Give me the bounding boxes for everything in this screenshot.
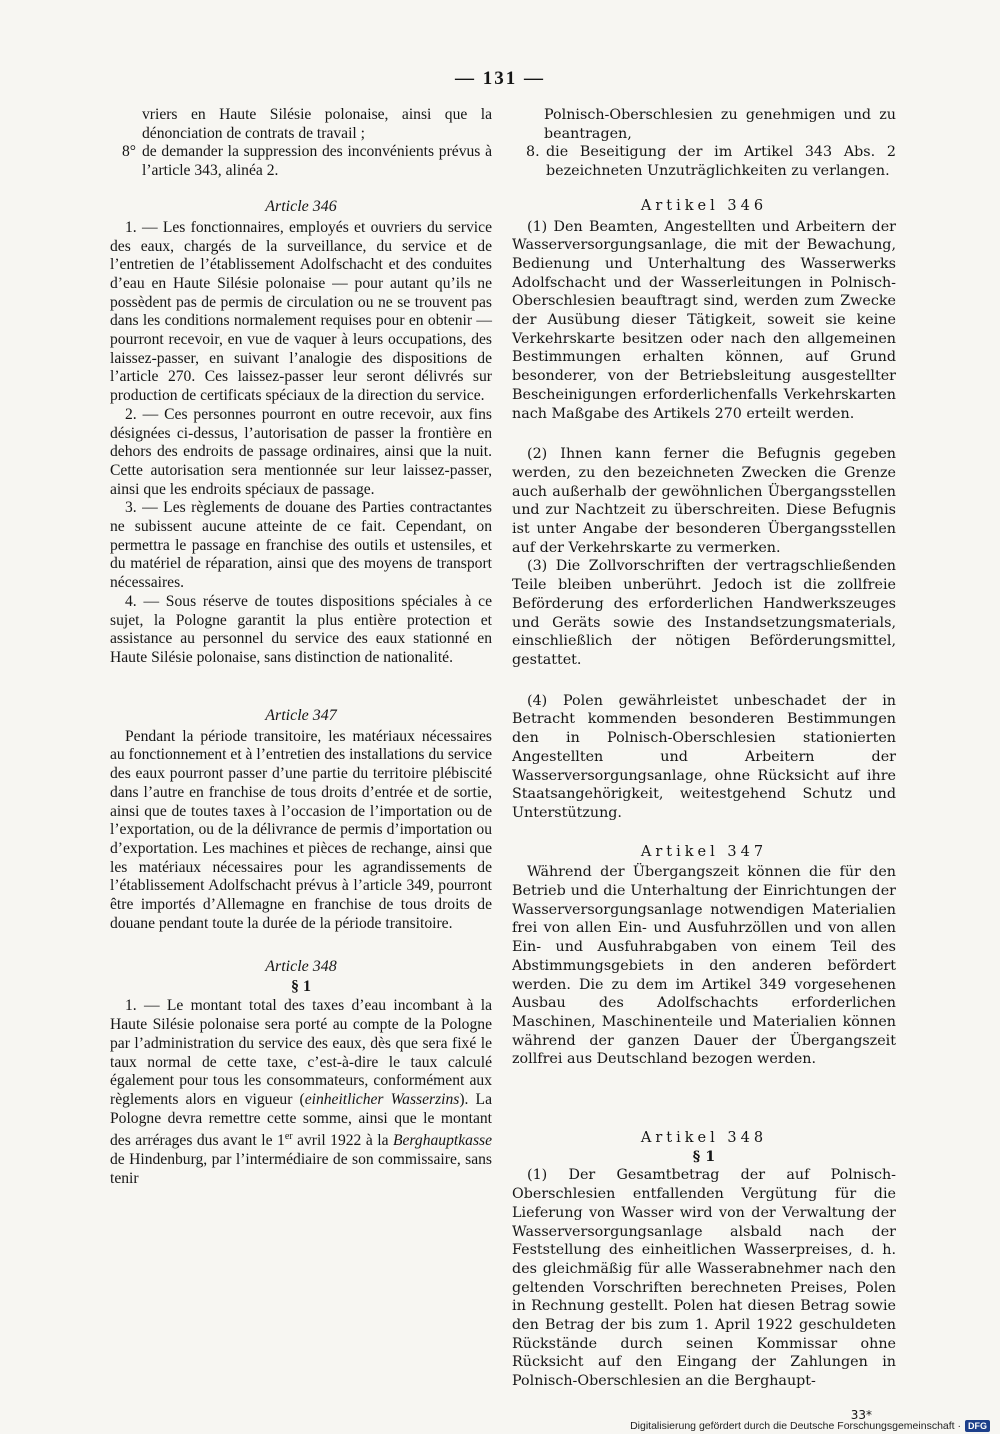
artikel-346-heading: Artikel 346 [640, 197, 768, 214]
intro-paragraph-de: Polnisch-Oberschlesien zu genehmigen und zu beantragen, [544, 107, 896, 142]
art348-text-c: avril 1922 à la [292, 1132, 393, 1150]
art348-text-b: ). La Pologne devra remettre cette somme, ainsi que le montant des arrérages dus avant le 1 [110, 1090, 493, 1150]
item-8-text-de: die Beseitigung der im Artikel 343 Abs. 2 bezeichneten Unzuträglichkeiten zu verlangen. [546, 144, 896, 180]
art346-paragraph-2: 2. — Ces personnes pourront en outre recevoir, aux fins désignées ci-dessus, l’autorisation de passer la frontière en dehors des endroits de passage ordinaires, ainsi que la nuit. Cette autorisation sera mentionnée sur leur laissez-passer, ainsi que les endroits spéciaux de passage. [110, 405, 492, 498]
art347-paragraph: Pendant la période transitoire, les matériaux nécessaires au fonctionnement et à l’entretien des installations du service des eaux pourront passer d’une partie du territoire plébiscité dans l’autre en franchise de tous droits d’entrée et de sortie, ainsi que de toutes taxes à l’occasion de l’importation ou de l’exportation, ou de la délivrance de permis d’importation ou d’exportation. Les machines et pièces de rechange, ainsi que les matériaux nécessaires pour les agrandissements de l’établissement Adolfschacht prévus à l’article 349, pourront être importés d’Allemagne en franchise de tous droits de douane pendant toute la durée de la période transitoire. [110, 727, 492, 932]
footer [630, 1420, 990, 1432]
art346-paragraph-4: 4. — Sous réserve de toutes dispositions spéciales à ce sujet, la Pologne garantit la plus entière protection et assistance au personnel du service des eaux stationné en Haute Silésie polonaise, sans distinction de nationalité. [110, 592, 492, 666]
artikel348-absatz-1: (1) Der Gesamtbetrag der auf Polnisch-Oberschlesien entfallenden Vergütung für die Lieferung von Wasser wird von der Verwaltung der Wasserversorgungsanlage alsbald nach der Feststellung des einheitlichen Wasserpreises, d. h. des gleichmäßig für alle Wasserabnehmer nach den geltenden Vorschriften berechneten Preises, Polen in Rechnung gestellt. Polen hat diesen Betrag sowie den Betrag der bis zum 1. April 1922 geschuldeten Rückstände durch seinen Kommissar ohne Rücksicht auf den Eingang der Zahlungen in Polnisch-Oberschlesien an die Berghaupt- [512, 1167, 896, 1390]
artikel346-absatz-2: (2) Ihnen kann ferner die Befugnis gegeben werden, zu den bezeichneten Zwecken die Grenze auch außerhalb der gewöhnlichen Übergangsstellen und zur Nachtzeit zu überschreiten. Diese Befugnis ist unter Angabe der besonderen Übergangsstellen auf der Verkehrskarte zu vermerken. [512, 446, 896, 556]
artikel346-absatz-1: (1) Den Beamten, Angestellten und Arbeitern der Wasserversorgungsanlage, die mit der Bewachung, Bedienung und Unterhaltung des Wasserwerks Adolfschacht und der Wasserleitungen in Polnisch-Oberschlesien beauftragt sind, werden zum Zwecke der Ausübung dieser Tätigkeit, soweit sie keine Verkehrskarte besitzen oder nach den allgemeinen Bestimmungen erhalten können, auf Grund besonderer, von der Betriebsleitung ausgestellter Bescheinigungen erforderlichenfalls Verkehrskarten nach Maßgabe des Artikels 270 erteilt werden. [512, 218, 896, 422]
signature-mark: 33* [850, 1408, 872, 1422]
art348-emphasis-2: Berghauptkasse [392, 1132, 493, 1150]
artikel-347-heading: Artikel 347 [640, 843, 768, 860]
artikel347-absatz: Während der Übergangszeit können die für den Betrieb und die Unterhaltung der Einrichtungen der Wasserversorgungsanlage notwendigen Materialien frei von allen Ein- und Ausfuhrzöllen und von allen Ein- und Ausfuhrabgaben von einem Teil des Abstimmungsgebiets in den anderen befördert werden. Die zu dem im Artikel 349 vorgesehenen Ausbau des Adolfschachts erforderlichen Maschinen, Maschinenteile und Materialien können während der ganzen Dauer der Übergangszeit zollfrei aus Deutschland bezogen werden. [512, 864, 896, 1068]
artikel-348-heading: Artikel 348 [640, 1130, 768, 1147]
art348-superscript: er [284, 1131, 293, 1143]
section-1-heading: § 1 [291, 978, 311, 996]
art346-paragraph-3: 3. — Les règlements de douane des Parties contractantes ne subissent aucune atteinte de ce fait. Cependant, on permettra le passage en franchise des outils et ustensiles, et du matériel de réparation, ainsi que des moyens de transport nécessaires. [110, 499, 492, 592]
footer-text: Digitalisierung gefördert durch die Deutsche Forschungsgemeinschaft · [630, 1420, 961, 1432]
german-column [512, 106, 896, 1391]
art348-text-a: 1. — Le montant total des taxes d’eau incombant à la Haute Silésie polonaise sera porté au compte de la Pologne par l’administration du service des eaux, dès que sera fixé le taux normal de cette taxe, c’est-à-dire le taux calculé également pour tous les consommateurs, conformément aux règlements alors en vigueur ( [110, 997, 492, 1108]
french-column [110, 106, 492, 1189]
artikel346-absatz-4: (4) Polen gewährleistet unbeschadet der in Betracht kommenden besonderen Bestimmungen den in Polnisch-Oberschlesien stationierten Angestellten und Arbeitern der Wasserversorgungsanlage, ohne Rücksicht auf ihre Staatsangehörigkeit, weitestgehend Schutz und Unterstützung. [512, 692, 896, 821]
dfg-logo-icon: DFG [965, 1420, 990, 1432]
item-8-number: 8° [122, 143, 137, 161]
article-346-heading: Article 346 [265, 197, 337, 215]
art348-paragraph-1 [110, 997, 492, 1188]
art348-emphasis-1: einheitlicher Wasserzins [304, 1090, 460, 1108]
artikel346-absatz-3: (3) Die Zollvorschriften der vertragschließenden Teile bleiben unberührt. Jedoch ist die zollfreie Beförderung des erforderlichen Handwerkszeuges und Geräts sowie des Instandsetzungsmaterials, einschließlich der nötigen Beförderungsmittel, gestattet. [512, 558, 896, 668]
intro-paragraph: vriers en Haute Silésie polonaise, ainsi que la dénonciation de contrats de travail ; [142, 106, 492, 142]
item-8-number-de: 8. [526, 144, 540, 161]
paragraph-1-heading-de: § 1 [692, 1148, 716, 1165]
item-8 [122, 143, 492, 180]
item-8-text: de demander la suppression des inconvénients prévus à l’article 343, alinéa 2. [142, 143, 492, 180]
art346-paragraph-1: 1. — Les fonctionnaires, employés et ouvriers du service des eaux, chargés de la surveillance, du service et de l’entretien de l’établissement Adolfschacht et des conduites d’eau en Haute Silésie polonaise — pour autant qu’ils ne possèdent pas de permis de circulation ou ne se trouvent pas dans les conditions normalement requises pour en obtenir — pourront recevoir, en vue de vaquer à leurs occupations, des laissez-passer, en suivant l’analogie des dispositions de l’article 270. Ces laissez-passer leur seront délivrés sur production de certificats spéciaux de la direction du service. [110, 218, 492, 405]
article-347-heading: Article 347 [265, 706, 337, 724]
art348-text-d: de Hindenburg, par l’intermédiaire de son commissaire, sans tenir [110, 1151, 492, 1187]
page-number: — 131 — [455, 68, 545, 89]
item-8-de [526, 143, 896, 180]
article-348-heading: Article 348 [265, 958, 337, 976]
